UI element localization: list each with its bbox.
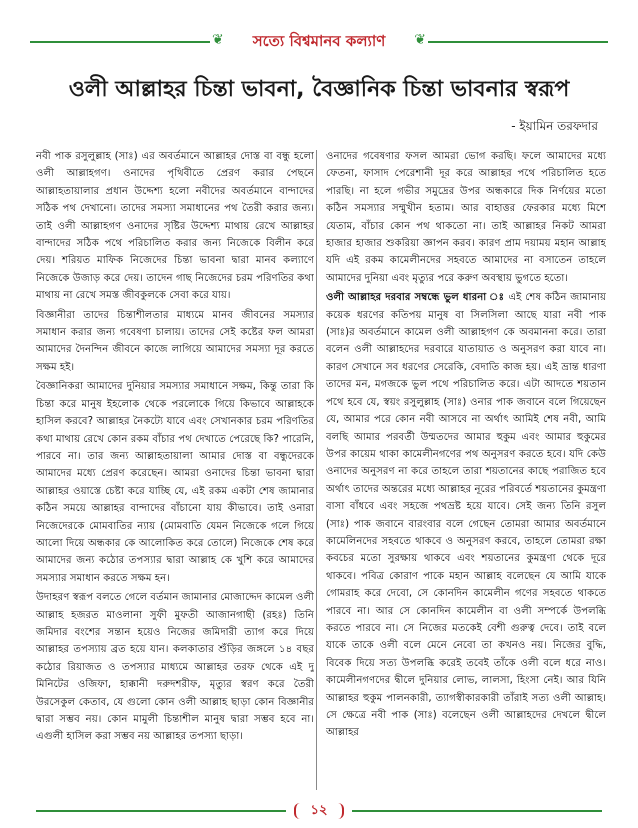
- ornament-leaf-icon: ❦: [212, 32, 224, 48]
- section-text: এই শেষ কঠিন জামানায় কয়েক ধরণের কতিপয় মানুষ বা সিলসিলা আছে যারা নবী পাক (সাঃ)র অবর্তমানে কামেল ওলী আল্লাহগণ কে অবমাননা করে। তারা বলেন ওলী আল্লাহদের দরবারে যাতায়াত ও অনুসরণ করা যাবে না। কারণ সেখানে সব ধরণের সেরেকি, বেদাতি কাজ হয়। এই ভ্রান্ত ধারণা তাদের মন, মগজকে ভুল পথে পরিচালিত করে। এটা আদতে শয়তান পথে হবে যে, স্বয়ং রসুলুল্লাহ (সাঃ) ওনার পাক জবানে বলে গিয়েছেন যে, আমার পরে কোন নবী আসবে না অর্থাৎ আমিই শেষ নবী, আমি বলছি আমার পরবর্তী উম্মতদের আমার হুকুম এবং আমার হুকুমের উপর কায়েম থাকা কামেলীনগণের পথ অনুসরণ করতে হবে। যদি কেউ ওনাদের অনুসরণ না করে তাহলে তারা শয়তানের কাছে পরাজিত হবে অর্থাৎ তাদের অন্তরের মধ্যে আল্লাহর নূরের পরিবর্তে শয়তানের কুমন্ত্রণা বাসা বাঁধবে এবং সহজে পথভ্রষ্ট হয়ে যাবে। সেই জন্য তিনি রসুল (সাঃ) পাক জবানে বারংবার বলে গেছেন তোমরা আমার অবর্তমানে কামেলিনদের সহবতে থাকবে ও অনুসরণ করবে, তাহলে তোমরা রক্ষা কবচের মতো সুরক্ষায় থাকবে এবং শয়তানের কুমন্ত্রণা থেকে দূরে থাকবে। পবিত্র কোরাণ পাকে মহান আল্লাহ বলেছেন যে আমি যাকে গোমরাহ করে দেবো, সে কোনদিন কামেলীন গণের সহবতে থাকতে পারবে না। আর সে কোনদিন কামেলীন বা ওলী সম্পর্কে উপলব্ধি করতে পারবে না। সে নিজের মতকেই বেশী গুরুত্ব দেবে। তাই বলে যাকে তাকে ওলী বলে মেনে নেবো তা কখনও নয়। নিজের বুদ্ধি, বিবেক দিয়ে সত্য উপলব্ধি করেই তবেই তাঁকে ওলী বলে ধরে নাও। কামেলীনগণদের দ্বীলে দুনিয়ার লোভ, লালসা, হিংসা নেই। আর যিনি আল্লাহর হুকুম পালনকারী, ত্যাগস্বীকারকারী তাঁরাই সত্য ওলী আল্লাহ। সে ক্ষেত্রে নবী পাক (সাঃ) বলেছেন ওলী আল্লাহদের দেখলে দ্বীলে আল্লাহর: [326, 292, 606, 739]
- magazine-header: [0, 30, 638, 54]
- paragraph: উদাহরণ স্বরূপ বলতে গেলে বর্তমান জামানার মোজাদ্দেদ কামেল ওলী আল্লাহ হজরত মাওলানা সুফী মুফতী আজানগাছী (রহঃ) তিনি জমিদার বংশের সন্তান হয়েও নিজের জমিদারী ত্যাগ করে দিয়ে আল্লাহর তপস্যায় ব্রত হয়ে যান। কলকাতার শুঁড়ির জঙ্গলে ১৪ বছর কঠোর রিয়াজত ও তপস্যার মাধ্যমে আল্লাহর তরফ থেকে এই দু মিনিটের ওজিফা, হাক্কানী দরুদশরীফ, মৃত্যুর স্বরণ করে তৈরী উরসেকুল কেতাব, যে গুলো কোন ওলী আল্লাহ ছাড়া কোন বিজ্ঞানীর দ্বারা সম্ভব নয়। কোন মামুলী চিন্তাশীল মানুষ দ্বারা সম্ভব হবে না। এগুলী হাসিল করা সম্ভব নয় আল্লাহর তপস্যা ছাড়া।: [36, 592, 314, 743]
- column-divider: [316, 150, 317, 790]
- page-footer: [0, 803, 638, 819]
- left-column: [36, 148, 314, 796]
- magazine-title: সত্যে বিশ্বমানব কল্যাণ: [252, 32, 386, 50]
- article-title: ওলী আল্লাহর চিন্তা ভাবনা, বৈজ্ঞানিক চিন্তা ভাবনার স্বরূপ: [68, 77, 570, 102]
- article-author: - ইয়ামিন তরফদার: [511, 119, 598, 133]
- ornament-leaf-icon: ❦: [414, 32, 426, 48]
- page-number: ১২: [294, 803, 344, 819]
- footer-rule-right: [352, 810, 602, 812]
- paragraph: বৈজ্ঞানিকরা আমাদের দুনিয়ার সমস্যার সমাধানে সক্ষম, কিন্তু তারা কি চিন্তা করে মানুষ ইহলোক থেকে পরলোকে গিয়ে কিভাবে আল্লাহকে হাসিল করবে? আল্লাহর নৈকট্যে যাবে এবং সেখানকার চরম পরিণতির কথা মাথায় রেখে কোন রকম বাঁচার পথ দেখাতে পেরেছে কি? পারেনি, পারবে না। তার জন্য আল্লাহতায়ালা আমার দোস্ত বা বন্ধুদেরকে আমাদের মধ্যে প্রেরণ করেছেন। আমরা ওনাদের চিন্তা ভাবনা দ্বারা আল্লাহর ওয়াস্তে চেষ্টা করে যাচ্ছি যে, এই রকম একটা শেষ জামানার কঠিন সময়ে আল্লাহর বান্দাদের বাঁচানো যায় কীভাবে। তাই ওনারা নিজেদেরকে মোমবাতির ন্যায় (মোমবাতি যেমন নিজেকে গলে গিয়ে আলো দিয়ে অন্ধকার কে আলোকিত করে তোলে) নিজেকে শেষ করে আমাদের জন্য কঠোর তপস্যার দ্বারা আল্লাহ কে খুশি করে আমাদের সমস্যার সমাধান করতে সক্ষম হন।: [36, 381, 314, 584]
- paragraph: ওনাদের গবেষণার ফসল আমরা ভোগ করছি। ফলে আমাদের মধ্যে ফেতনা, ফাসাদ পেরেশানী দূর করে আল্লাহর পথে পরিচালিত হতে পারছি। না হলে গভীর সমুদ্রের উপর অন্ধকারে দিক নির্ণয়ের মতো কঠিন সমস্যার সম্মুখীন হতাম। আর বাহাত্তর ফেরকার মধ্যে মিশে যেতাম, বাঁচার কোন পথ থাকতো না। তাই আল্লাহর নিকট আমরা হাজার হাজার শুকরিয়া জ্ঞাপন করব। কারণ প্রাম দয়াময় মহান আল্লাহ যদি এই রকম কামেলীনদের সহবতে আমাদের না বসাতেন তাহলে আমাদের দুনিয়া এবং মৃত্যুর পরে করুণ অবস্থায় ভুগতে হতো।: [326, 151, 606, 284]
- paragraph: বিজ্ঞানীরা তাদের চিন্তাশীলতার মাধ্যমে মানব জীবনের সমস্যার সমাধান করার জন্য গবেষণা চালায়। তাদের সেই কষ্টের ফল আমরা আমাদের দৈনন্দিন জীবনে কাজে লাগিয়ে আমাদের সমস্যা দূর করতে সক্ষম হই।: [36, 309, 314, 373]
- paragraph: নবী পাক রসুলুল্লাহ (সাঃ) এর অবর্তমানে আল্লাহর দোস্ত বা বন্ধু হলো ওলী আল্লাহগণ। ওনাদের পৃথিবীতে প্রেরণ করার পেছনে আল্লাহতায়ালার প্রধান উদ্দেশ্য হলো নবীদের অবর্তমানে বান্দাদের সঠিক পথ দেখানো। তাদের সমস্যা সমাধানের পথ তৈরী করার জন্য। তাই ওলী আল্লাহগণ ওনাদের সৃষ্টির উদ্দেশ্য মাথায় রেখে আল্লাহর বান্দাদের সঠিক পথে পরিচালিত করার জন্য নিজেকে বিলীন করে দেয়। শরিয়ত মাফিক নিজেদের চিন্তা ভাবনা দ্বারা মানব কল্যাণে নিজেকে উজাড় করে দেয়। তাদেন গাছ নিজেদের চরম পরিণতির কথা মাথায় না রেখে সমস্ত জীবকুলকে সেবা করে যায়।: [36, 151, 314, 302]
- footer-rule-left: [36, 810, 286, 812]
- right-column: [326, 148, 606, 796]
- paragraph: [326, 289, 606, 742]
- section-heading: ওলী আল্লাহর দরবার সম্বন্ধে ভুল ধারনা ঃ: [326, 292, 505, 304]
- header-rule-right: [428, 41, 608, 43]
